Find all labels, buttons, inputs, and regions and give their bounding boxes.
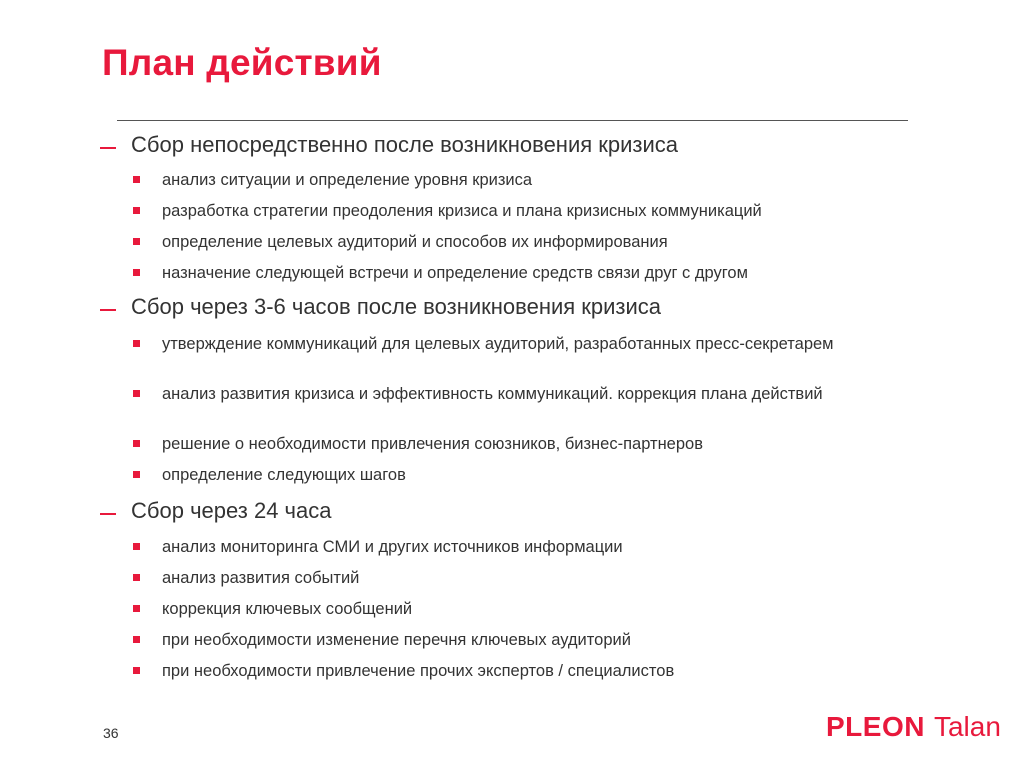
square-bullet-icon [133, 440, 140, 447]
slide-title: План действий [102, 42, 382, 83]
square-bullet-icon [133, 207, 140, 214]
square-bullet-icon [133, 390, 140, 397]
square-bullet-icon [133, 176, 140, 183]
dash-bullet-icon [100, 309, 116, 311]
square-bullet-icon [133, 605, 140, 612]
logo-brand: PLEON [826, 711, 925, 742]
pleon-talan-logo [826, 711, 1001, 743]
square-bullet-icon [133, 340, 140, 347]
square-bullet-icon [133, 269, 140, 276]
square-bullet-icon [133, 543, 140, 550]
square-bullet-icon [133, 574, 140, 581]
square-bullet-icon [133, 238, 140, 245]
page-number: 36 [103, 725, 119, 741]
square-bullet-icon [133, 471, 140, 478]
dash-bullet-icon [100, 147, 116, 149]
square-bullet-icon [133, 667, 140, 674]
dash-bullet-icon [100, 513, 116, 515]
square-bullet-icon [133, 636, 140, 643]
logo-suffix: Talan [933, 711, 1001, 742]
title-divider [117, 120, 908, 121]
